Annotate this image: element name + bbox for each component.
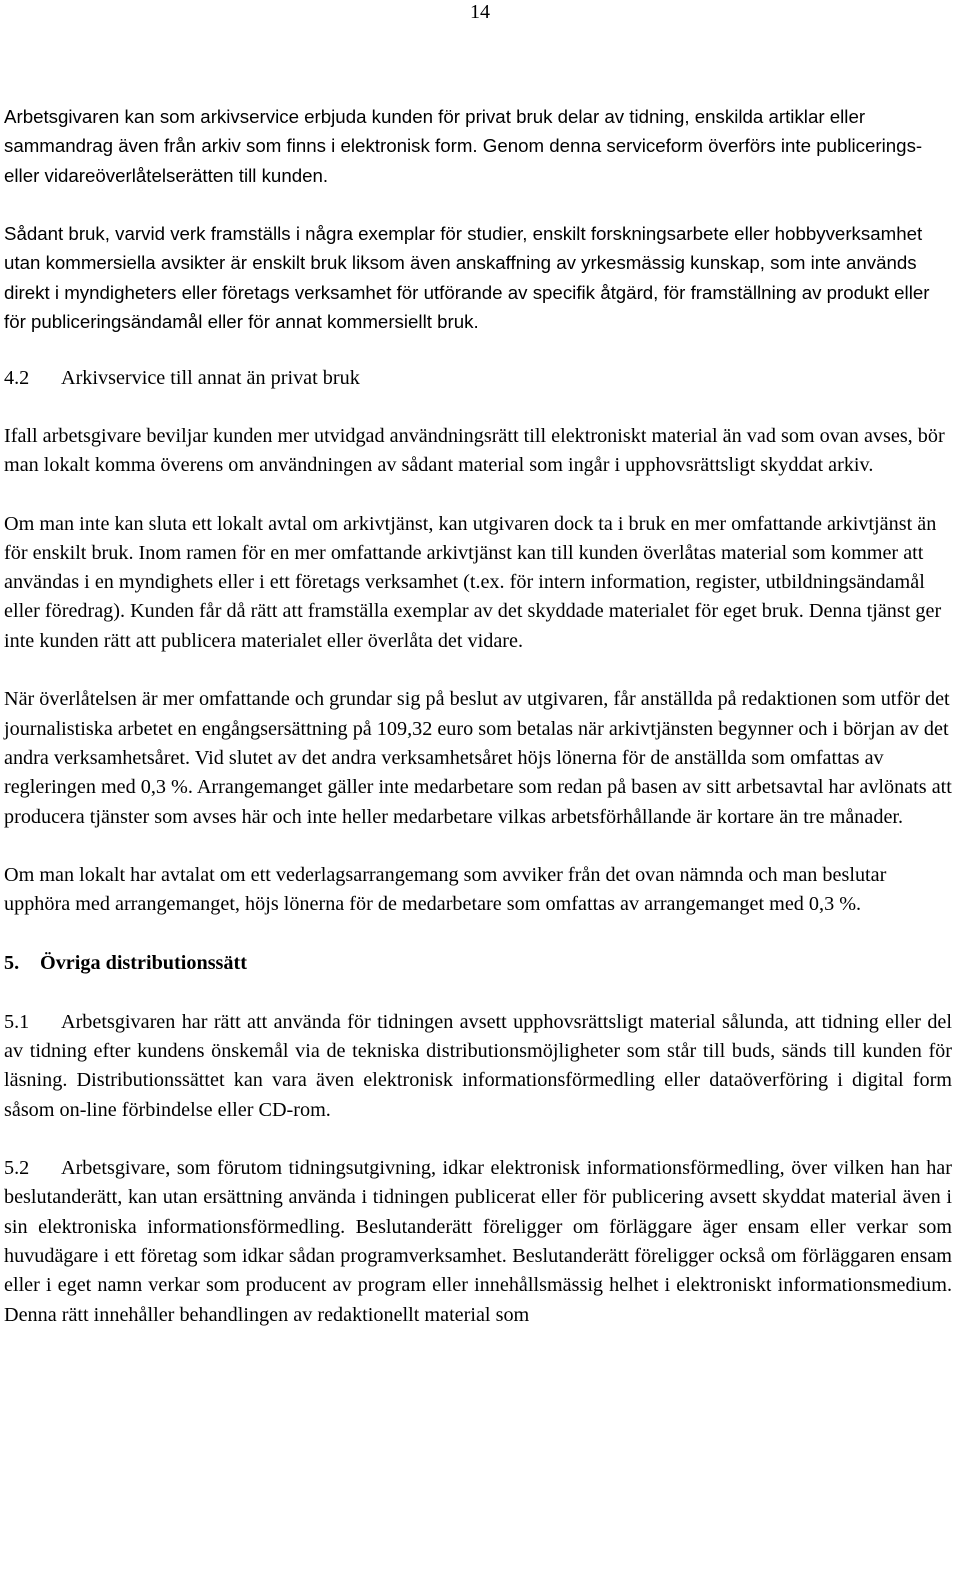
heading-title: Övriga distributionssätt: [40, 952, 247, 975]
paragraph-5-1: [4, 1008, 952, 1125]
paragraph-compensation: När överlåtelsen är mer omfattande och grundar sig på beslut av utgivaren, får anställda på redaktionen som utför det journalistiska arbetet en engångsersättning på 109,32 euro som betalas när arkivtjänsten begynner och i början av det andra verksamhetsåret. Vid slutet av det andra verksamhetsåret höjs lönerna för de anställda som omfattas av regleringen med 0,3 %. Arrangemanget gäller inte medarbetare som redan på basen av sitt arbetsavtal har avlönats att producera tjänster som avses här och inte heller medarbetare vilkas arbetsförhållande är kortare än tre månader.: [4, 688, 952, 828]
paragraph-extended-usage-rights: Ifall arbetsgivare beviljar kunden mer utvidgad användningsrätt till elektroniskt material än vad som ovan avses, bör man lokalt komma överens om användningen av sådant material som ingår i upphovsrättsligt skyddat arkiv.: [4, 424, 945, 476]
page-number: 14: [470, 1, 490, 23]
paragraph-archive-service-private: Arbetsgivaren kan som arkivservice erbjuda kunden för privat bruk delar av tidning, enskilda artiklar eller sammandrag även från arkiv som finns i elektronisk form. Genom denna serviceform överförs inte publicerings- eller vidareöverlåtelserätten till kunden.: [4, 106, 923, 186]
paragraph-archive-service-agreement: Om man inte kan sluta ett lokalt avtal om arkivtjänst, kan utgivaren dock ta i bruk en mer omfattande arkivtjänst än för enskilt bruk. Inom ramen för en mer omfattande arkivtjänst kan till kunden överlåtas material som kommer att användas i en myndighets eller i ett företags verksamhet (t.ex. för intern information, register, utbildningsändamål eller föredrag). Kunden får då rätt att framställa exemplar av det skyddade materialet för eget bruk. Denna tjänst ger inte kunden rätt att publicera materialet eller överlåta det vidare.: [4, 512, 942, 652]
section-number: 5.2: [4, 1157, 30, 1180]
section-title: Arkivservice till annat än privat bruk: [61, 367, 360, 390]
paragraph-5-2: [4, 1154, 952, 1330]
paragraph-text: Arbetsgivare, som förutom tidningsutgivning, idkar elektronisk informationsförmedling, över vilken han har beslutanderätt, kan utan ersättning använda i tidningen publicerat eller för publicering avsett skyddat material även i sin elektroniska informationsförmedling. Beslutanderätt föreligger om förläggare äger ensam eller verkar som huvudägare i ett företag som idkar sådan programverksamhet. Beslutanderätt föreligger också om förläggaren ensam eller i eget namn verkar som producent av program eller innehållsmässig helhet i elektroniskt informationsmedium. Denna rätt innehåller behandlingen av redaktionellt material som: [4, 1157, 952, 1326]
paragraph-private-use-definition: Sådant bruk, varvid verk framställs i några exemplar för studier, enskilt forskningsarbete eller hobbyverksamhet utan kommersiella avsikter är enskilt bruk liksom även anskaffning av yrkesmässig kunskap, som inte används direkt i myndigheters eller företags verksamhet för utförande av specifik åtgärd, för framställning av produkt eller för publiceringsändamål eller för annat kommersiellt bruk.: [4, 223, 930, 333]
heading-number: 5.: [4, 952, 20, 975]
section-heading-4-2: [4, 364, 952, 393]
section-number: 4.2: [4, 367, 30, 390]
section-number: 5.1: [4, 1010, 30, 1033]
paragraph-terminated-arrangement: Om man lokalt har avtalat om ett vederlagsarrangemang som avviker från det ovan nämnda och man beslutar upphöra med arrangemanget, höjs lönerna för de medarbetare som omfattas av arrangemanget med 0,3 %.: [4, 864, 887, 916]
section-heading-5: [4, 949, 952, 978]
paragraph-text: Arbetsgivaren har rätt att använda för tidningen avsett upphovsrättsligt material sålunda, att tidning eller del av tidning efter kundens önskemål via de tekniska distributionsmöjligheter som står till buds, sänds till kunden för läsning. Distributionssättet kan vara även elektronisk informationsförmedling eller dataöverföring i digital form såsom on-line förbindelse eller CD-rom.: [4, 1010, 952, 1121]
document-body: [4, 102, 952, 1330]
